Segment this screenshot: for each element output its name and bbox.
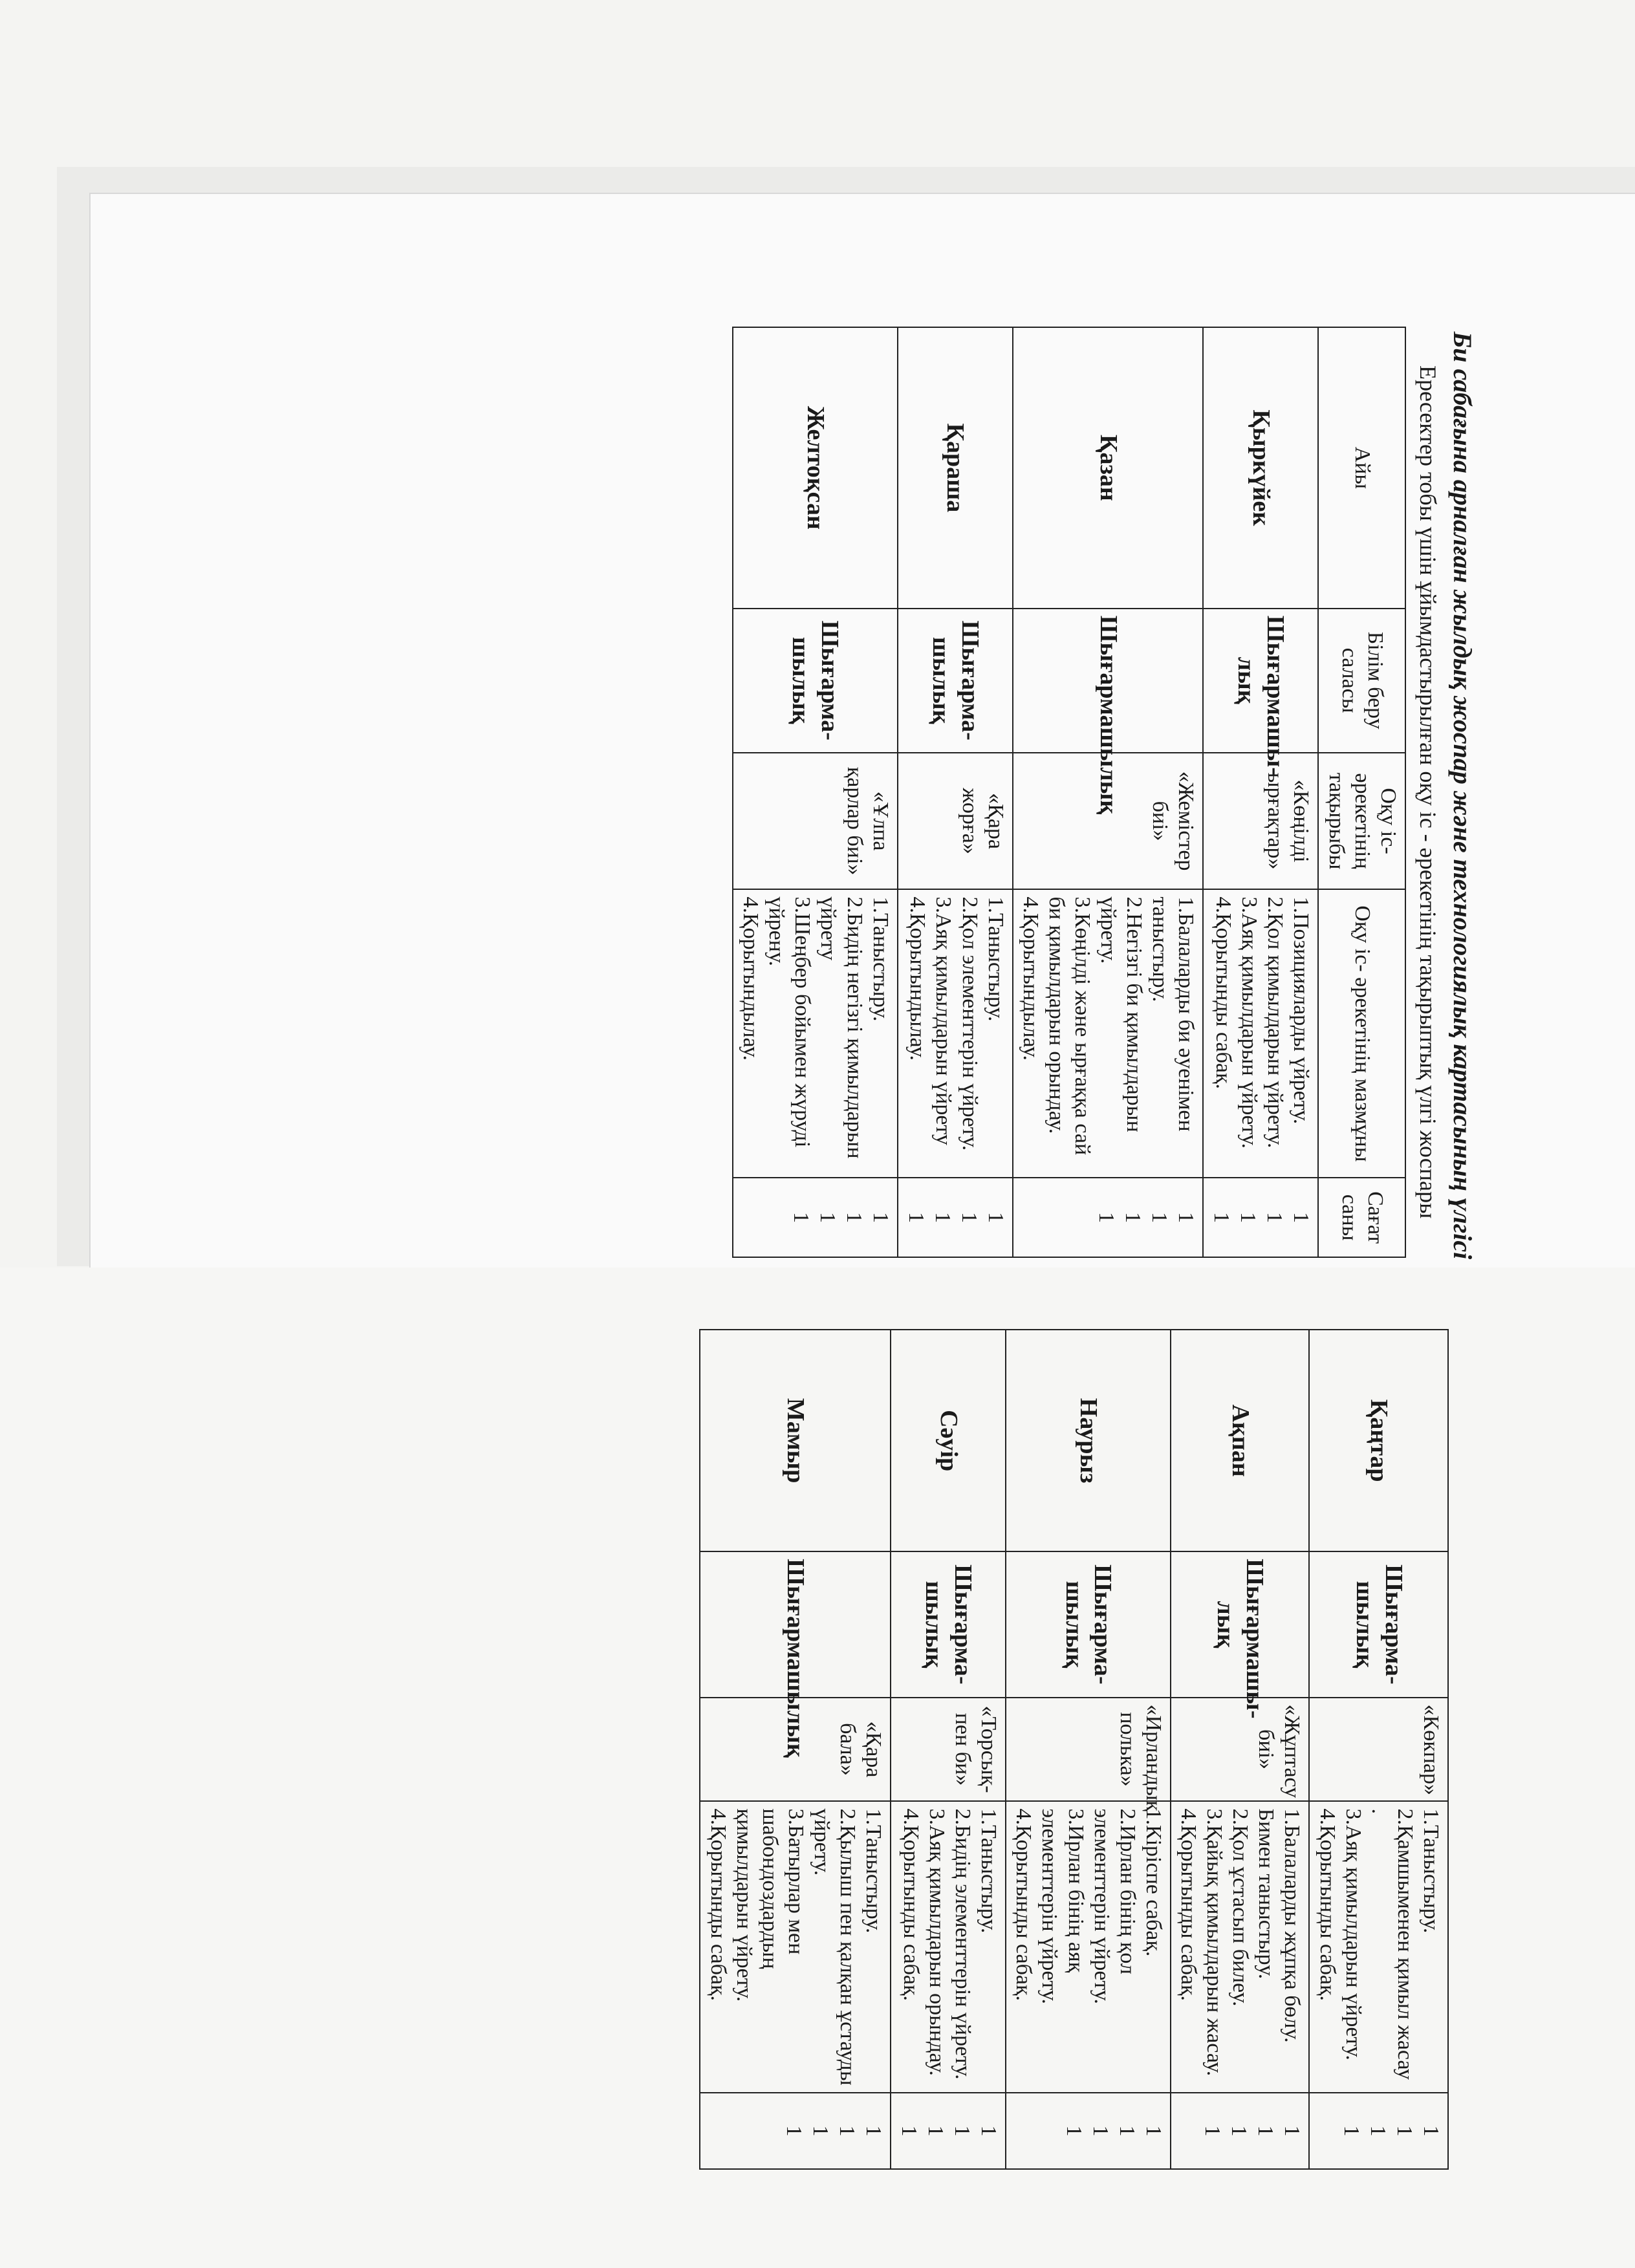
topic-cell: «Қара жорға»	[898, 753, 1013, 890]
hours-value: 1	[1392, 2125, 1416, 2137]
hours-value: 1	[1253, 2125, 1278, 2137]
content-cell	[891, 1801, 1006, 2093]
hours-value: 1	[868, 1212, 893, 1224]
hours-value: 1	[1088, 2125, 1112, 2137]
content-item: 2.Қол элементтерін үйрету.	[957, 896, 982, 1151]
hours-cell	[1006, 2093, 1171, 2169]
content-item: 4.Қорытындылау.	[1018, 896, 1043, 1061]
content-item: 2.Бидің элементтерін үйрету.	[951, 1808, 975, 2080]
content-list	[898, 1808, 1001, 2086]
hours-value: 1	[835, 2125, 860, 2137]
table-row	[1171, 1330, 1310, 2169]
content-item: 4.Қорытындылау.	[905, 896, 930, 1061]
hours-value: 1	[957, 1212, 981, 1224]
hours-value: 1	[841, 1212, 866, 1224]
area-cell: Шығарма-шылық	[1006, 1551, 1171, 1697]
content-cell	[1309, 1801, 1448, 2093]
hours-value: 1	[1094, 1212, 1119, 1224]
hours-cell	[733, 1178, 898, 1257]
content-item: 1.Таныстыру.	[983, 896, 1008, 1022]
hours-value: 1	[977, 2125, 1001, 2137]
content-item: 2.Ирлан бінің қол элементтерін үйрету.	[1089, 1808, 1140, 2005]
area-cell: Шығарма-шылық	[898, 609, 1013, 753]
content-item: 1.Кіріспе сабақ.	[1141, 1808, 1165, 1957]
content-list	[904, 896, 1008, 1171]
header-content: Оқу іс- әрекетінің мазмұны	[1318, 889, 1405, 1178]
content-item: 4.Қорытындылау.	[739, 896, 763, 1061]
content-item: 3.Шеңбер бойымен жүруді үйрену.	[764, 896, 815, 1148]
content-item: 4.Қорытынды сабақ.	[1176, 1808, 1201, 2002]
hours-value: 1	[897, 2125, 922, 2137]
content-item: 1.Балаларды би әуенімен таныстыру.	[1148, 896, 1198, 1132]
month-cell: Мамыр	[700, 1330, 891, 1551]
month-cell: Қаңтар	[1309, 1330, 1448, 1551]
hours-value: 1	[1366, 2125, 1390, 2137]
plan-table-2	[699, 1329, 1449, 2170]
table-row	[1013, 327, 1204, 1257]
table-body-2	[700, 1330, 1448, 2169]
hours-value: 1	[861, 2125, 886, 2137]
hours-cell	[1203, 1178, 1318, 1257]
topic-cell: «Жемістер биі»	[1013, 753, 1204, 890]
content-item: 4.Қорытынды сабақ.	[706, 1808, 730, 2002]
area-cell: Шығармашы-лық	[1171, 1551, 1310, 1697]
hours-value: 1	[904, 1212, 928, 1224]
content-item: 1.Таныстыру.	[1419, 1808, 1443, 1934]
table-row	[700, 1330, 891, 2169]
document-page-2	[200, 1329, 1449, 2176]
hours-value: 1	[1236, 1212, 1261, 1224]
area-cell: Шығарма-шылық	[733, 609, 898, 753]
content-item: 1.Балаларды жұпқа бөлу. Бимен таныстыру.	[1254, 1808, 1305, 2043]
content-item: 3.Аяқ қимылдарын үйрету.	[1237, 896, 1262, 1149]
hours-value: 1	[1174, 1212, 1198, 1224]
content-item: 2.Негізгі би қимылдарын үйрету.	[1096, 896, 1147, 1132]
topic-cell: «Ұлпа қарлар биі»	[733, 753, 898, 890]
hours-value: 1	[1280, 2125, 1305, 2137]
hours-value: 1	[1141, 2125, 1165, 2137]
hours-cell	[1013, 1178, 1204, 1257]
month-cell: Қыркүйек	[1203, 327, 1318, 609]
hours-value: 1	[782, 2125, 807, 2137]
hours-value: 1	[815, 1212, 839, 1224]
area-cell: Шығармашылық	[1013, 609, 1204, 753]
hours-value: 1	[1419, 2125, 1443, 2137]
table-row	[1006, 1330, 1171, 2169]
content-list	[737, 896, 893, 1171]
table-header-row	[1318, 327, 1405, 1257]
content-item: 2.Қамшыменен қимыл жасау .	[1367, 1808, 1417, 2080]
hours-value: 1	[1061, 2125, 1086, 2137]
content-item: 1.Позицияларды үйрету.	[1289, 896, 1314, 1125]
content-list	[1017, 896, 1199, 1171]
hours-cell	[891, 2093, 1006, 2169]
hours-value: 1	[930, 1212, 955, 1224]
content-cell	[1171, 1801, 1310, 2093]
content-item: 2.Қол қимылдарын үйрету.	[1263, 896, 1288, 1149]
content-item: 3.Аяқ қимылдарын орындау.	[925, 1808, 949, 2076]
hours-value: 1	[1262, 1212, 1287, 1224]
hours-cell	[700, 2093, 891, 2169]
hours-value: 1	[1121, 1212, 1145, 1224]
content-list	[704, 1808, 886, 2086]
content-cell	[898, 889, 1013, 1178]
content-item: 2.Қылыш пен қалқан ұстауды үйрету.	[810, 1808, 860, 2086]
hours-value: 1	[950, 2125, 975, 2137]
content-list	[1010, 1808, 1166, 2086]
content-item: 1.Таныстыру.	[861, 1808, 886, 1934]
month-cell: Желтоқсан	[733, 327, 898, 609]
topic-cell: «Көкпар»	[1309, 1698, 1448, 1802]
content-list	[1210, 896, 1314, 1171]
hours-cell	[1171, 2093, 1310, 2169]
table-body-1	[733, 327, 1318, 1257]
hours-value: 1	[1209, 1212, 1234, 1224]
header-hours: Сағат саны	[1318, 1178, 1405, 1257]
month-cell: Қараша	[898, 327, 1013, 609]
hours-value: 1	[808, 2125, 833, 2137]
month-cell: Ақпан	[1171, 1330, 1310, 1551]
table-row	[733, 327, 898, 1257]
content-item: 4.Қорытынды сабақ.	[1012, 1808, 1036, 2002]
content-item: 3.Аяқ қимылдарын үйрету	[931, 896, 956, 1145]
hours-cell	[1309, 2093, 1448, 2169]
content-item: 3.Қайық қимылдарын жасау.	[1202, 1808, 1227, 2077]
content-item: 4.Қорытынды сабақ.	[1211, 896, 1236, 1090]
area-cell: Шығарма-шылық	[891, 1551, 1006, 1697]
header-area: Білім беру саласы	[1318, 609, 1405, 753]
month-cell: Қазан	[1013, 327, 1204, 609]
table-row	[891, 1330, 1006, 2169]
hours-value: 1	[788, 1212, 813, 1224]
month-cell: Наурыз	[1006, 1330, 1171, 1551]
document-subtitle: Ересектер тобы үшін ұйымдастырылған оқу іс - әрекетінің тақырыптық үлгі жоспары	[1415, 365, 1441, 1219]
table-row	[898, 327, 1013, 1257]
hours-value: 1	[1147, 1212, 1172, 1224]
hours-value: 1	[1289, 1212, 1314, 1224]
hours-value: 1	[983, 1212, 1008, 1224]
hours-value: 1	[1339, 2125, 1363, 2137]
content-cell	[1013, 889, 1204, 1178]
topic-cell: «Торсық-пен би»	[891, 1698, 1006, 1802]
topic-cell: «Жұптасу биі»	[1171, 1698, 1310, 1802]
content-item: 3.Аяқ қимылдарын үйрету.	[1341, 1808, 1365, 2060]
month-cell: Сәуір	[891, 1330, 1006, 1551]
hours-value: 1	[1200, 2125, 1225, 2137]
content-list	[1175, 1808, 1305, 2086]
table-row	[1309, 1330, 1448, 2169]
content-item: 3.Көңілді және ырғаққа сай би қимылдарын орындау.	[1044, 896, 1095, 1156]
content-item: 1.Таныстыру.	[977, 1808, 1001, 1934]
content-cell	[733, 889, 898, 1178]
content-cell	[1203, 889, 1318, 1178]
content-list	[1314, 1808, 1444, 2086]
document-title: Би сабағына арналған жылдық жоспар және технологиялық картасының үлгісі	[1448, 331, 1477, 1260]
content-item: 4.Қорытынды сабақ.	[1315, 1808, 1339, 2002]
area-cell: Шығармашы-лық	[1203, 609, 1318, 753]
area-cell: Шығармашылық	[700, 1551, 891, 1697]
content-item: 2.Бидің негізгі қимылдарын үйрету	[816, 896, 867, 1159]
topic-cell: «Қара бала»	[700, 1698, 891, 1802]
header-month: Айы	[1318, 327, 1405, 609]
content-item: 4.Қорытынды сабақ.	[898, 1808, 923, 2002]
plan-table-1	[732, 327, 1406, 1258]
document-page-1	[191, 327, 1478, 1264]
content-item: 3.Ирлан бінің аяқ элементтерін үйрету.	[1037, 1808, 1088, 2005]
topic-cell: «Көңілді ырғақтар»	[1203, 753, 1318, 890]
hours-value: 1	[1227, 2125, 1251, 2137]
content-cell	[700, 1801, 891, 2093]
table-row	[1203, 327, 1318, 1257]
content-item: 1.Таныстыру.	[868, 896, 893, 1022]
content-item: 3.Батырлар мен шабондоздардың қимылдарын үйрету.	[731, 1808, 808, 2002]
topic-cell: «Ирландық полька»	[1006, 1698, 1171, 1802]
area-cell: Шығарма-шылық	[1309, 1551, 1448, 1697]
header-topic: Оқу іс-әрекетінің тақырыбы	[1318, 753, 1405, 890]
hours-value: 1	[1114, 2125, 1139, 2137]
hours-cell	[898, 1178, 1013, 1257]
content-item: 2.Қол ұстасып билеу.	[1228, 1808, 1253, 2007]
hours-value: 1	[924, 2125, 948, 2137]
content-cell	[1006, 1801, 1171, 2093]
